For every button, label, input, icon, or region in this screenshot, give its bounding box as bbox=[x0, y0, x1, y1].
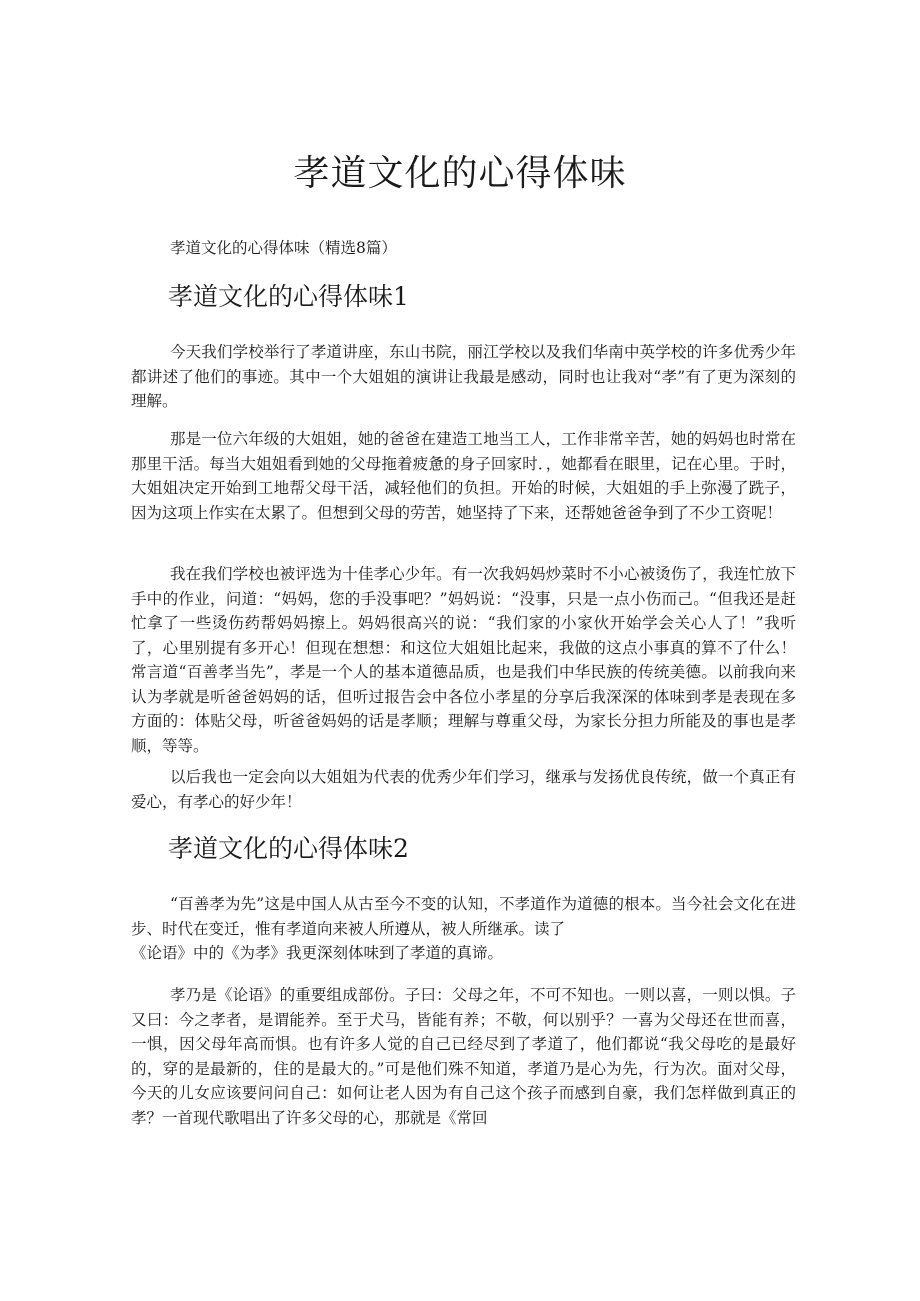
paragraph: “百善孝为先”这是中国人从古至今不变的认知，不孝道作为道德的根本。当今社会文化在进步、时代在变迁，惟有孝道向来被人所遵从，被人所继承。读了 bbox=[131, 895, 796, 938]
document-title: 孝道文化的心得体味 bbox=[293, 153, 627, 194]
section-heading: 孝道文化的心得体味1 bbox=[168, 282, 409, 311]
section-heading: 孝道文化的心得体味2 bbox=[168, 834, 409, 863]
paragraph: 那是一位六年级的大姐姐，她的爸爸在建造工地当工人，工作非常辛苦，她的妈妈也时常在那里干活。每当大姐姐看到她的父母拖着疲惫的身子回家时．，她都看在眼里，记在心里。于时，大姐姐决定开始到工地帮父母干活，减轻他们的负担。开始的时候，大姐姐的手上弥漫了跣子，因为这项上作实在太累了。但想到父母的劳苦，她坚持了下来，还帮她爸爸争到了不少工资呢！ bbox=[131, 430, 796, 522]
paragraph: 《论语》中的《为孝》我更深刻体味到了孝道的真谛。 bbox=[131, 944, 504, 962]
paragraph: 孝乃是《论语》的重要组成部份。子曰：父母之年，不可不知也。一则以喜，一则以惧。子又曰：今之孝者，是谓能养。至于犬马，皆能有养；不敬，何以别乎？一喜为父母还在世而喜，一惧，因父母年高而惧。也有许多人觉的自己已经尽到了孝道了，他们都说“我父母吃的是最好的，穿的是最新的，住的是最大的。”可是他们殊不知道，孝道乃是心为先，行为次。面对父母，今天的儿女应该要问问自己：如何让老人因为有自己这个孩子而感到自豪，我们怎样做到真正的孝？一首现代歌唱出了许多父母的心，那就是《常回 bbox=[131, 986, 796, 1127]
document-subtitle: 孝道文化的心得体味（精选8篇） bbox=[170, 239, 397, 257]
paragraph: 我在我们学校也被评选为十佳孝心少年。有一次我妈妈炒菜时不小心被烫伤了，我连忙放下手中的作业，问道：“妈妈，您的手没事吧？”妈妈说：“没事，只是一点小伤而己。“但我还是赶忙拿了一些烫伤药帮妈妈擦上。妈妈很高兴的说：“我们家的小家伙开始学会关心人了！”我听了，心里别提有多开心！但现在想想：和这位大姐姐比起来，我做的这点小事真的算不了什么！常言道“百善孝当先”，孝是一个人的基本道德品质，也是我们中华民族的传统美德。以前我向来认为孝就是听爸爸妈妈的话，但听过报告会中各位小孝星的分享后我深深的体味到孝是表现在多方面的：体贴父母，听爸爸妈妈的话是孝顺；理解与尊重父母，为家长分担力所能及的事也是孝顺，等等。 bbox=[131, 565, 796, 755]
paragraph: 今天我们学校举行了孝道讲座，东山书院，丽江学校以及我们华南中英学校的许多优秀少年都讲述了他们的事迹。其中一个大姐姐的演讲让我最是感动，同时也让我对“孝”有了更为深刻的理解。 bbox=[131, 343, 796, 410]
paragraph: 以后我也一定会向以大姐姐为代表的优秀少年们学习，继承与发扬优良传统，做一个真正有爱心，有孝心的好少年！ bbox=[131, 768, 796, 811]
